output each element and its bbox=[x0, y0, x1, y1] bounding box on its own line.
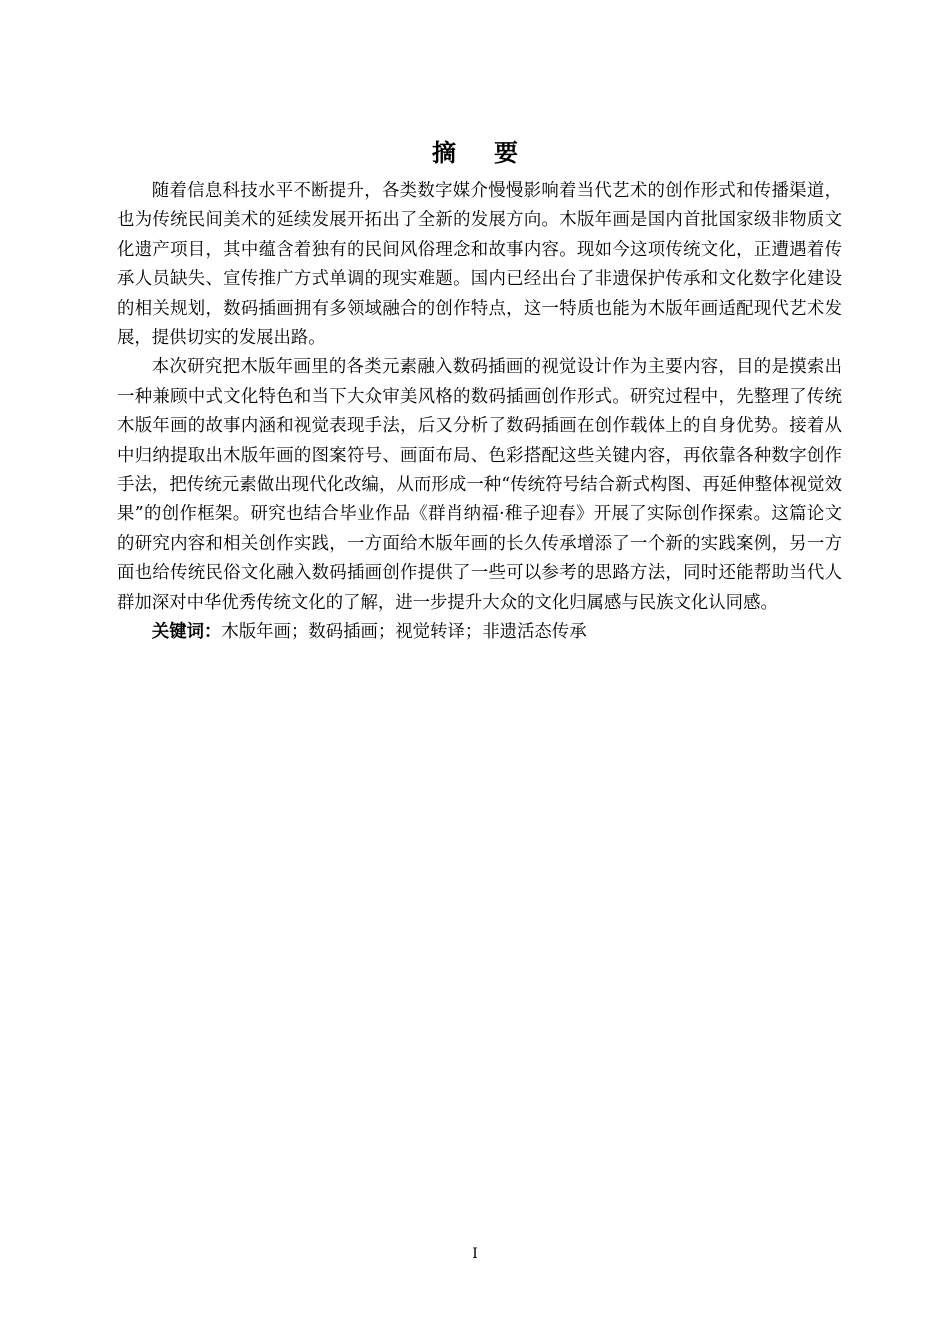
abstract-paragraph-1: 随着信息科技水平不断提升，各类数字媒介慢慢影响着当代艺术的创作形式和传播渠道，也为传统民间美术的延续发展开拓出了全新的发展方向。木版年画是国内首批国家级非物质文化遗产项目，其中蕴含着独有的民间风俗理念和故事内容。现如今这项传统文化，正遭遇着传承人员缺失、宣传推广方式单调的现实难题。国内已经出台了非遗保护传承和文化数字化建设的相关规划，数码插画拥有多领域融合的创作特点，这一特质也能为木版年画适配现代艺术发展，提供切实的发展出路。 bbox=[117, 181, 842, 349]
keywords-label: 关键词： bbox=[151, 622, 222, 643]
keywords-line bbox=[117, 618, 842, 647]
keywords-text: 木版年画；数码插画；视觉转译；非遗活态传承 bbox=[221, 622, 587, 643]
abstract-body bbox=[117, 177, 842, 648]
page-number: I bbox=[472, 1246, 478, 1262]
abstract-title-char-2: 要 bbox=[494, 139, 518, 167]
abstract-paragraph-2: 本次研究把木版年画里的各类元素融入数码插画的视觉设计作为主要内容，目的是摸索出一种兼顾中式文化特色和当下大众审美风格的数码插画创作形式。研究过程中，先整理了传统木版年画的故事内涵和视觉表现手法，后又分析了数码插画在创作载体上的自身优势。接着从中归纳提取出木版年画的图案符号、画面布局、色彩搭配这些关键内容，再依靠各种数字创作手法，把传统元素做出现代化改编，从而形成一种“传统符号结合新式构图、再延伸整体视觉效果”的创作框架。研究也结合毕业作品《群肖纳福·稚子迎春》开展了实际创作探索。这篇论文的研究内容和相关创作实践，一方面给木版年画的长久传承增添了一个新的实践案例，另一方面也给传统民俗文化融入数码插画创作提供了一些可以参考的思路方法，同时还能帮助当代人群加深对中华优秀传统文化的了解，进一步提升大众的文化归属感与民族文化认同感。 bbox=[117, 357, 842, 613]
abstract-title bbox=[0, 137, 950, 169]
abstract-title-char-1: 摘 bbox=[432, 139, 456, 167]
